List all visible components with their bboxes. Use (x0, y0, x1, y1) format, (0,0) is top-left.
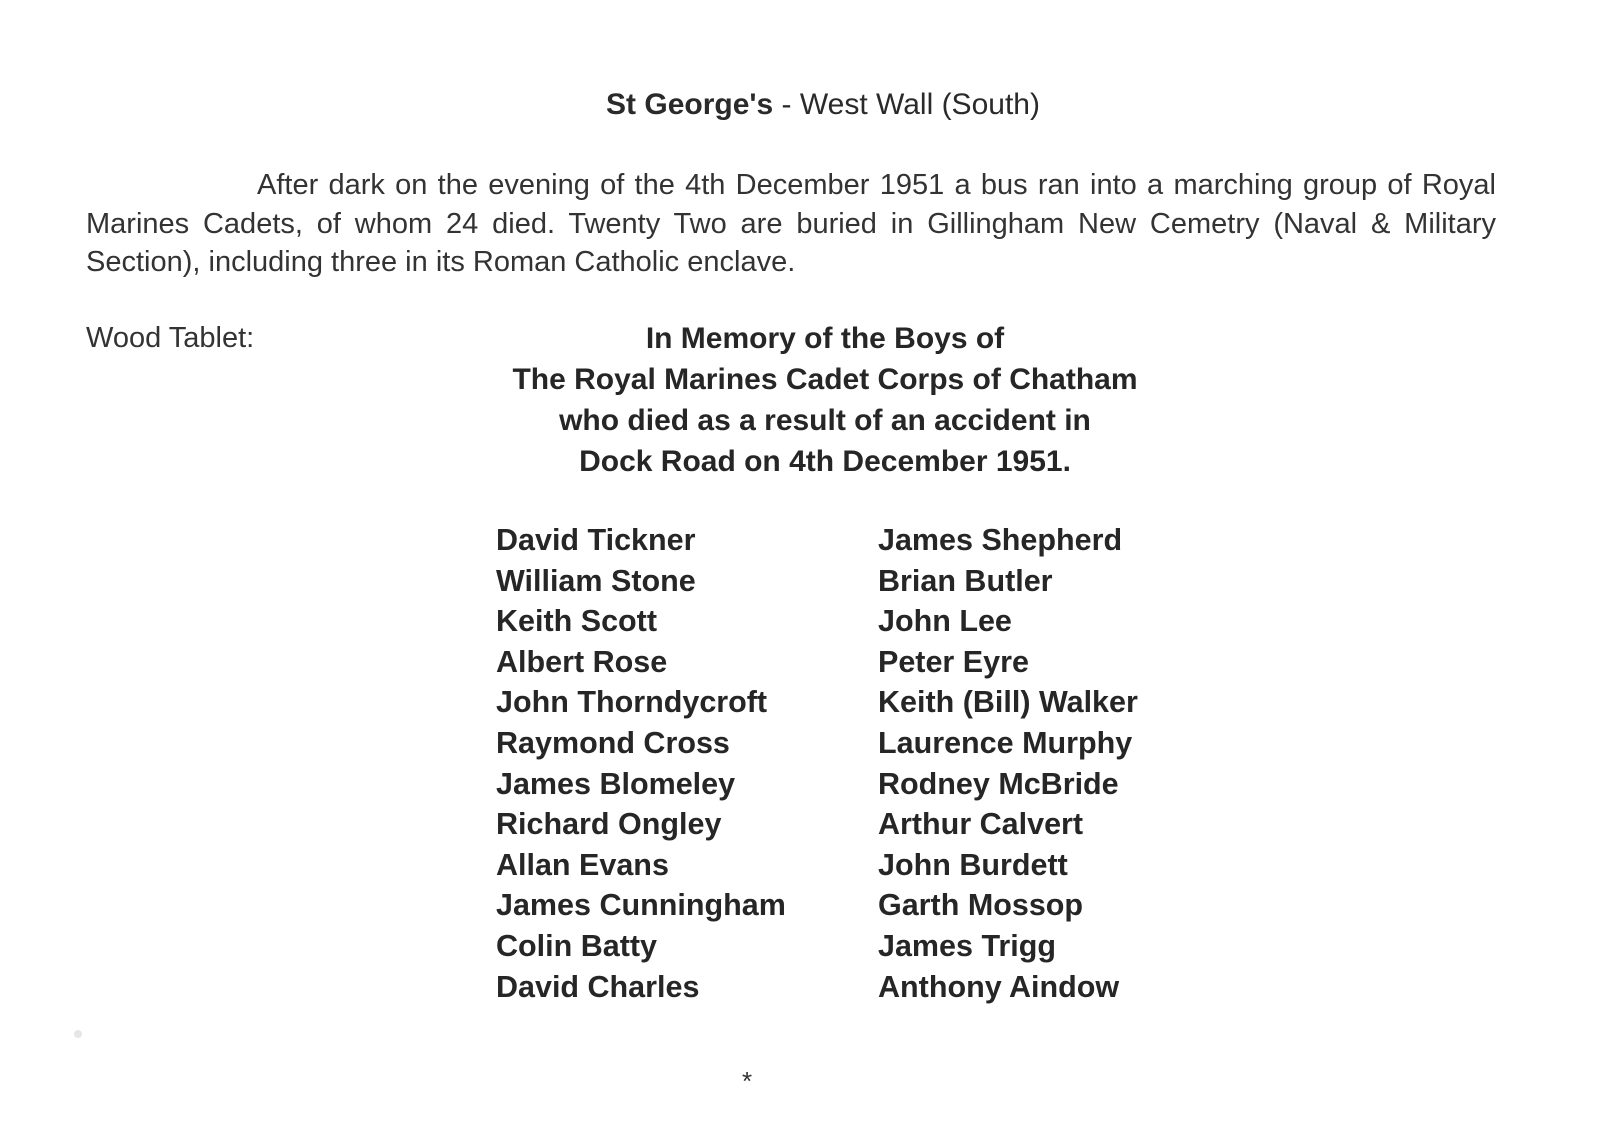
name-item: John Lee (878, 604, 1012, 639)
name-item: John Thorndycroft (496, 685, 768, 720)
name-item: Peter Eyre (878, 644, 1029, 679)
name-item: James Blomeley (496, 766, 736, 801)
name-item: Laurence Murphy (878, 725, 1133, 760)
scan-speck (74, 1030, 82, 1038)
inscription-line: who died as a result of an accident in (559, 404, 1091, 437)
name-item: James Trigg (878, 928, 1056, 963)
names-list-right (878, 520, 1138, 1007)
inscription-line: In Memory of the Boys of (645, 322, 1005, 355)
name-item: William Stone (496, 563, 696, 598)
name-item: David Tickner (496, 523, 696, 557)
title-location: West Wall (South) (799, 88, 1040, 121)
name-item: Raymond Cross (496, 725, 730, 760)
inscription-line: Dock Road on 4th December 1951. (579, 445, 1071, 478)
inscription-line: The Royal Marines Cadet Corps of Chatham (512, 363, 1138, 396)
title-separator: - (773, 88, 800, 121)
name-item: Brian Butler (878, 563, 1053, 598)
name-item: James Cunningham (496, 888, 786, 923)
name-item: Allan Evans (496, 847, 669, 882)
name-item: Anthony Aindow (878, 969, 1120, 1004)
name-item: James Shepherd (878, 523, 1123, 557)
name-item: Garth Mossop (878, 888, 1084, 923)
names-list-left (496, 520, 786, 1007)
tablet-inscription (470, 318, 1180, 482)
end-mark: * (742, 1066, 753, 1096)
name-item: Albert Rose (496, 644, 668, 679)
title-place: St George's (606, 88, 774, 121)
tablet-label: Wood Tablet: (86, 322, 255, 354)
intro-paragraph: After dark on the evening of the 4th December 1951 a bus ran into a marching group of Royal Marines Cadets, of whom 24 died. Twenty Two are buried in Gillingham New Cemetry (Naval & Military Section), including three in its Roman Catholic enclave. (86, 169, 1496, 278)
page-title (0, 88, 1600, 122)
name-item: Keith Scott (496, 604, 657, 639)
name-item: Colin Batty (496, 928, 657, 963)
name-item: John Burdett (878, 847, 1068, 882)
name-item: Arthur Calvert (878, 807, 1084, 842)
name-item: Rodney McBride (878, 766, 1119, 801)
name-item: David Charles (496, 969, 700, 1004)
name-item: Keith (Bill) Walker (878, 685, 1138, 720)
name-item: Richard Ongley (496, 807, 722, 842)
